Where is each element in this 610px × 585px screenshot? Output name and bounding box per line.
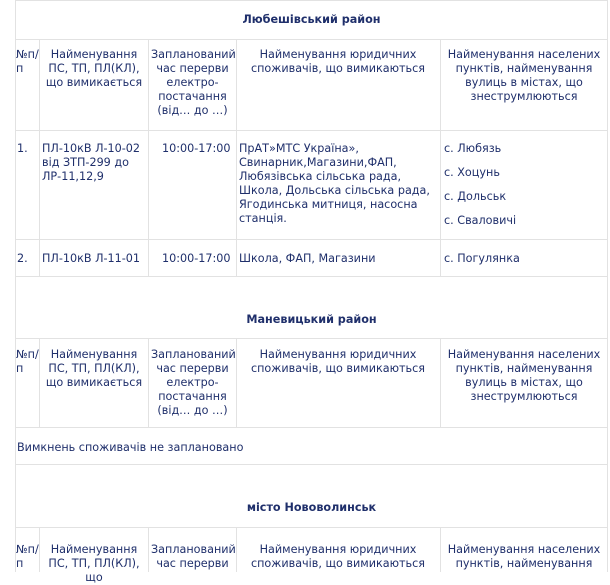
header-consumers: Найменування юридичних споживачів, що вимикаються bbox=[250, 48, 426, 75]
district-title: місто Нововолинськ bbox=[246, 501, 377, 514]
district-title: Маневицький район bbox=[246, 313, 377, 326]
row-num: 1. bbox=[17, 142, 28, 155]
header-num: №п/п bbox=[16, 48, 39, 75]
header-line: Найменування ПС, ТП, ПЛ(КЛ), що bbox=[48, 543, 140, 584]
row-settlement: с. Дольськ bbox=[444, 190, 507, 203]
header-num: №п/п bbox=[16, 348, 39, 375]
header-line: Найменування ПС, ТП, ПЛ(КЛ), що вимикається bbox=[45, 48, 143, 89]
row-line: ПЛ-10кВ Л-10-02 від ЗТП-299 до ЛР-11,12,9 bbox=[42, 142, 141, 183]
district-title: Любешівський район bbox=[242, 13, 381, 26]
header-time: Запланований час перерви електро-постачання (від… до …) bbox=[151, 348, 236, 417]
row-consumers: Школа, ФАП, Магазини bbox=[239, 252, 376, 265]
header-num: №п/п bbox=[16, 543, 39, 570]
row-time: 10:00-17:00 bbox=[162, 252, 231, 265]
row-line: ПЛ-10кВ Л-11-01 bbox=[42, 252, 141, 265]
row-settlement: с. Любязь bbox=[444, 142, 502, 155]
header-settlements: Найменування населених пунктів, найменування bbox=[447, 543, 601, 570]
header-consumers: Найменування юридичних споживачів, що вимикаються bbox=[250, 348, 426, 375]
header-settlements: Найменування населених пунктів, найменування вулиць в містах, що знеструмлюються bbox=[447, 348, 601, 403]
header-consumers: Найменування юридичних споживачів, що вимикаються bbox=[250, 543, 426, 570]
row-settlement: с. Хоцунь bbox=[444, 166, 500, 179]
row-settlement: с. Сваловичі bbox=[444, 214, 517, 227]
header-time: Запланований час перерви електро-постачання (від… до …) bbox=[151, 48, 236, 117]
no-outages-note: Вимкнень споживачів не заплановано bbox=[17, 441, 244, 454]
header-time: Запланований час перерви bbox=[151, 543, 236, 570]
row-time: 10:00-17:00 bbox=[162, 142, 231, 155]
row-num: 2. bbox=[17, 252, 28, 265]
row-settlement: с. Погулянка bbox=[444, 252, 520, 265]
row-consumers: ПрАТ»МТС Україна», Свинарник,Магазини,ФАП, Любязівська сільська рада, Школа, Дольська сільська рада, Ягодинська митниця, насосна станція. bbox=[239, 142, 430, 225]
header-settlements: Найменування населених пунктів, найменування вулиць в містах, що знеструмлюються bbox=[447, 48, 601, 103]
header-line: Найменування ПС, ТП, ПЛ(КЛ), що вимикається bbox=[45, 348, 143, 389]
